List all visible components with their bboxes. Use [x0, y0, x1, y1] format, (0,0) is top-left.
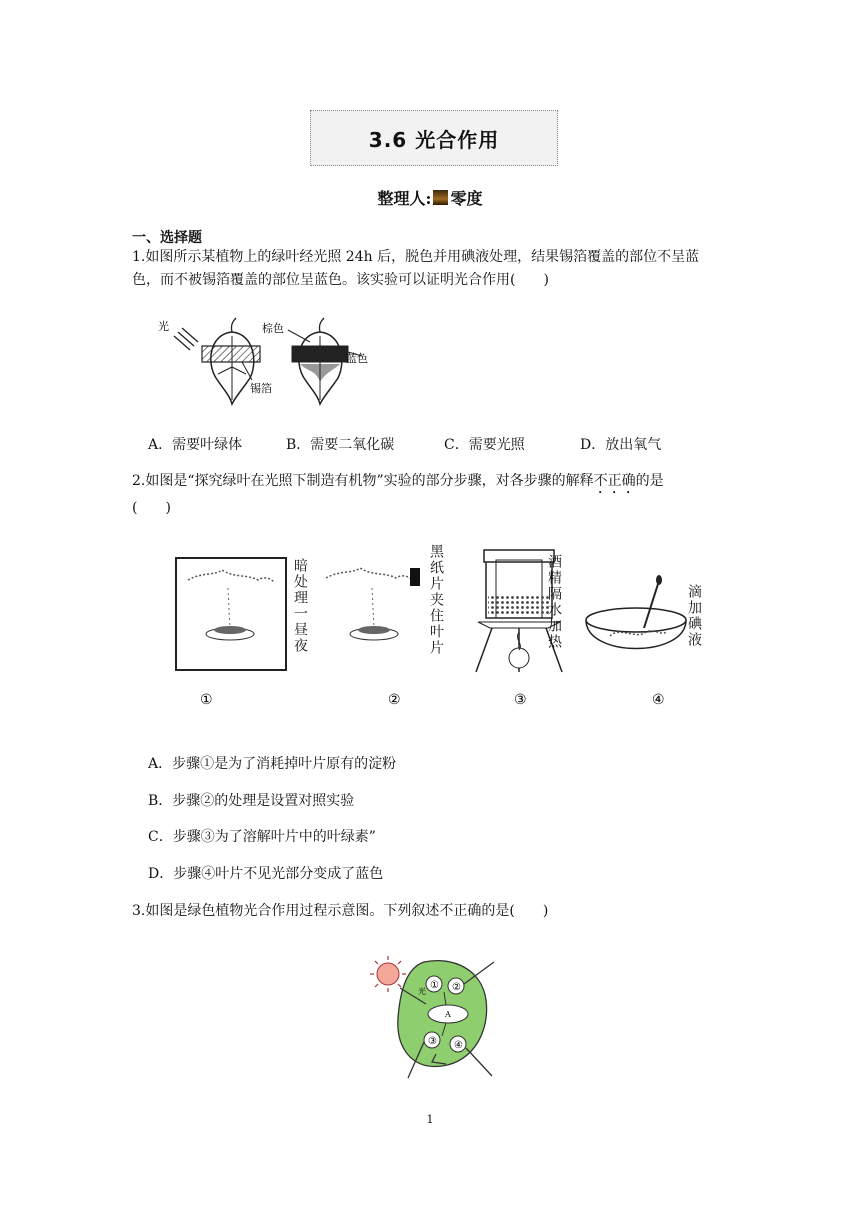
step-3-caption: 酒精隔水加热 [546, 554, 562, 650]
q2-option-c[interactable]: C．步骤③为了溶解叶片中的叶绿素” [148, 829, 376, 845]
photosynthesis-figure [366, 952, 506, 1084]
circle-1: ① [430, 980, 439, 991]
step-4-caption: 滴加碘液 [686, 584, 702, 648]
author-label: 整理人: [377, 189, 432, 208]
question-2-text-end: 的是 [635, 473, 664, 489]
leaf-foil-figure [150, 312, 380, 412]
author-avatar-icon [433, 190, 448, 205]
question-3-line-1: 3.如图是绿色植物光合作用过程示意图。下列叙述不正确的是( ) [132, 903, 549, 919]
question-2-line-2: ( ) [132, 500, 171, 516]
q1-option-c[interactable]: C．需要光照 [444, 437, 525, 453]
blue-label: 蓝色 [346, 352, 368, 365]
foil-label: 锡箔 [250, 382, 272, 395]
question-2 [132, 470, 732, 520]
author-name: 零度 [450, 189, 483, 208]
experiment-steps-figure [140, 540, 720, 715]
step-1-caption: 暗处理一昼夜 [292, 558, 308, 654]
circle-3: ③ [428, 1036, 437, 1047]
page-title [310, 110, 558, 166]
step-4-number: ④ [652, 692, 665, 708]
sun-icon [370, 956, 406, 992]
question-2-text: 2.如图是“探究绿叶在光照下制造有机物”实验的部分步骤，对各步骤的解释 [132, 473, 594, 489]
light-label: 光 [158, 320, 169, 333]
q2-option-d[interactable]: D．步骤④叶片不见光部分变成了蓝色 [148, 866, 384, 882]
question-1-options [148, 434, 708, 454]
author-line [0, 186, 860, 209]
light-text: 光 [418, 987, 426, 996]
step-2-number: ② [388, 692, 401, 708]
circle-4: ④ [454, 1040, 463, 1051]
step-2-caption: 黑纸片夹住叶片 [428, 544, 444, 656]
question-3 [132, 900, 732, 923]
question-1 [132, 246, 732, 292]
circle-2: ② [452, 982, 461, 993]
brown-label: 棕色 [262, 322, 284, 335]
q1-option-d[interactable]: D．放出氧气 [580, 437, 662, 453]
step-1-number: ① [200, 692, 213, 708]
section-heading: 一、选择题 [132, 230, 202, 246]
q1-option-a[interactable]: A．需要叶绿体 [148, 437, 243, 453]
step-3-number: ③ [514, 692, 527, 708]
page-title-text: 3.6 光合作用 [368, 127, 500, 152]
question-2-line-1 [132, 470, 732, 497]
question-1-line-1: 1.如图所示某植物上的绿叶经光照 24h 后，脱色并用碘液处理，结果锡箔覆盖的部位不呈蓝 [132, 249, 700, 265]
node-a: A [445, 1010, 451, 1019]
q2-option-a[interactable]: A．步骤①是为了消耗掉叶片原有的淀粉 [148, 756, 397, 772]
question-2-emphasis: 不正确 [593, 473, 636, 489]
q1-option-b[interactable]: B．需要二氧化碳 [286, 437, 395, 453]
page-number: 1 [426, 1113, 434, 1126]
q2-option-b[interactable]: B．步骤②的处理是设置对照实验 [148, 793, 355, 809]
question-1-line-2: 色，而不被锡箔覆盖的部位呈蓝色。该实验可以证明光合作用( ) [132, 272, 549, 288]
